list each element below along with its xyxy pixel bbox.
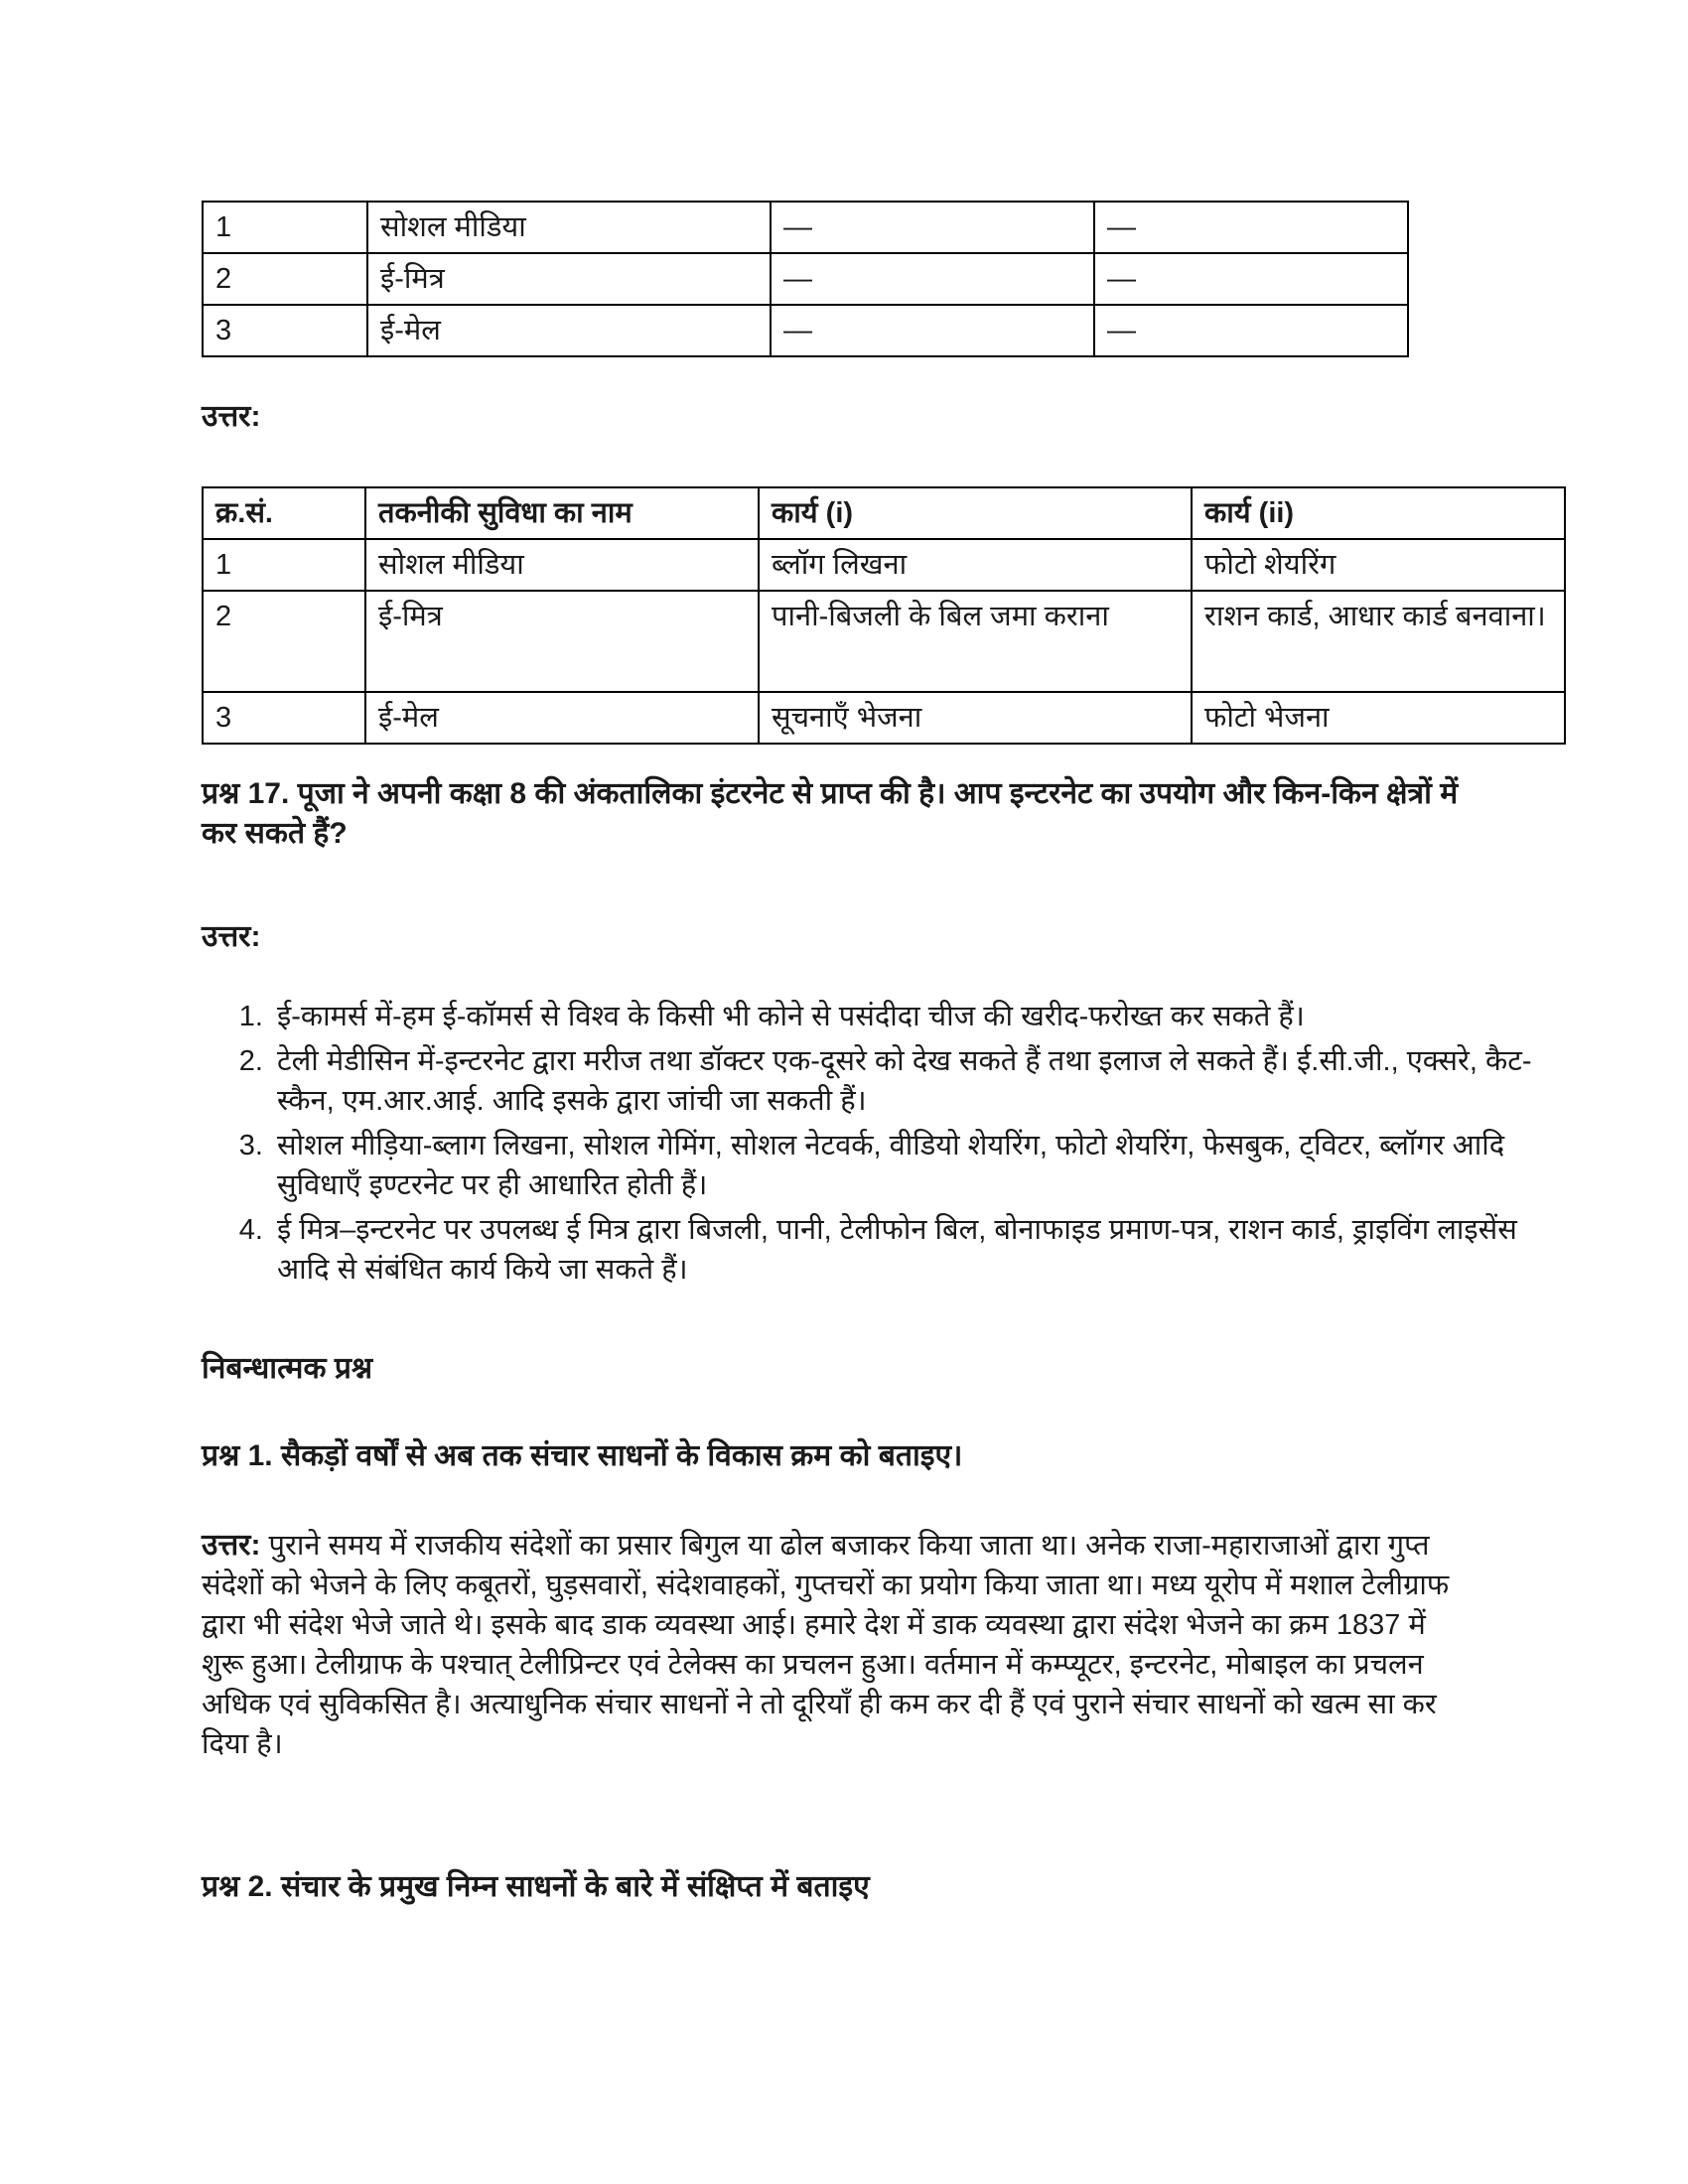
cell-work-ii: — xyxy=(1094,202,1408,253)
cell-sno: 2 xyxy=(203,253,367,305)
answer-1-paragraph xyxy=(202,1526,1468,1764)
cell-work-ii: — xyxy=(1094,305,1408,356)
table-row xyxy=(203,692,1565,744)
cell-work-i: — xyxy=(771,202,1094,253)
cell-work-ii: फोटो शेयरिंग xyxy=(1192,539,1565,591)
cell-facility-name: ई-मेल xyxy=(367,305,771,356)
cell-sno: 1 xyxy=(203,539,365,591)
answer-heading-2: उत्तर: xyxy=(202,920,261,953)
header-work-i: कार्य (i) xyxy=(759,487,1192,539)
table-row xyxy=(203,305,1408,356)
cell-work-ii: राशन कार्ड, आधार कार्ड बनवाना। xyxy=(1192,591,1565,692)
table-header-row xyxy=(203,487,1565,539)
header-sno: क्र.सं. xyxy=(203,487,365,539)
list-item: 1. ई-कामर्स में-हम ई-कॉमर्स से विश्व के किसी भी कोने से पसंदीदा चीज की खरीद-फरोख्त कर सकते हैं। xyxy=(271,997,1532,1036)
cell-work-i: — xyxy=(771,253,1094,305)
cell-facility-name: सोशल मीडिया xyxy=(365,539,759,591)
cell-sno: 2 xyxy=(203,591,365,692)
cell-work-i: ब्लॉग लिखना xyxy=(759,539,1192,591)
cell-sno: 3 xyxy=(203,692,365,744)
cell-work-i: — xyxy=(771,305,1094,356)
question-table xyxy=(202,201,1409,357)
table-row xyxy=(203,591,1565,692)
question-2: प्रश्न 2. संचार के प्रमुख निम्न साधनों के बारे में संक्षिप्त में बताइए xyxy=(202,1870,870,1903)
table-row xyxy=(203,202,1408,253)
cell-sno: 3 xyxy=(203,305,367,356)
cell-facility-name: ई-मेल xyxy=(365,692,759,744)
essay-section-heading: निबन्धात्मक प्रश्न xyxy=(202,1352,373,1385)
cell-facility-name: ई-मित्र xyxy=(365,591,759,692)
table-row xyxy=(203,539,1565,591)
header-facility-name: तकनीकी सुविधा का नाम xyxy=(365,487,759,539)
cell-work-ii: — xyxy=(1094,253,1408,305)
question-1: प्रश्न 1. सैकड़ों वर्षों से अब तक संचार साधनों के विकास क्रम को बताइए। xyxy=(202,1439,963,1472)
list-item: 2. टेली मेडीसिन में-इन्टरनेट द्वारा मरीज तथा डॉक्टर एक-दूसरे को देख सकते हैं तथा इलाज ले सकते हैं। ई.सी.जी., एक्सरे, कैट-स्कैन, एम.आर.आई. आदि इसके द्वारा जांची जा सकती हैं। xyxy=(271,1041,1532,1121)
answer-heading-1: उत्तर: xyxy=(202,400,261,433)
answer-17-list xyxy=(202,997,1532,1290)
answer-table xyxy=(202,486,1566,745)
question-17: प्रश्न 17. पूजा ने अपनी कक्षा 8 की अंकतालिका इंटरनेट से प्राप्त की है। आप इन्टरनेट का उपयोग और किन-किन क्षेत्रों में कर सकते हैं? xyxy=(202,777,1459,850)
cell-work-i: पानी-बिजली के बिल जमा कराना xyxy=(759,591,1192,692)
header-work-ii: कार्य (ii) xyxy=(1192,487,1565,539)
cell-work-i: सूचनाएँ भेजना xyxy=(759,692,1192,744)
table-row xyxy=(203,253,1408,305)
answer-1-text: पुराने समय में राजकीय संदेशों का प्रसार बिगुल या ढोल बजाकर किया जाता था। अनेक राजा-महाराजाओं द्वारा गुप्त संदेशों को भेजने के लिए कबूतरों, घुड़सवारों, संदेशवाहकों, गुप्तचरों का प्रयोग किया जाता था। मध्य यूरोप में मशाल टेलीग्राफ द्वारा भी संदेश भेजे जाते थे। इसके बाद डाक व्यवस्था आई। हमारे देश में डाक व्यवस्था द्वारा संदेश भेजने का क्रम 1837 में शुरू हुआ। टेलीग्राफ के पश्चात् टेलीप्रिन्टर एवं टेलेक्स का प्रचलन हुआ। वर्तमान में कम्प्यूटर, इन्टरनेट, मोबाइल का प्रचलन अधिक एवं सुविकसित है। अत्याधुनिक संचार साधनों ने तो दूरियाँ ही कम कर दी हैं एवं पुराने संचार साधनों को खत्म सा कर दिया है। xyxy=(202,1530,1450,1760)
list-item: 3. सोशल मीड़िया-ब्लाग लिखना, सोशल गेमिंग, सोशल नेटवर्क, वीडियो शेयरिंग, फोटो शेयरिंग, फेसबुक, ट्विटर, ब्लॉगर आदि सुविधाएँ इण्टरनेट पर ही आधारित होती हैं। xyxy=(271,1126,1532,1205)
cell-facility-name: सोशल मीडिया xyxy=(367,202,771,253)
cell-work-ii: फोटो भेजना xyxy=(1192,692,1565,744)
cell-sno: 1 xyxy=(203,202,367,253)
cell-facility-name: ई-मित्र xyxy=(367,253,771,305)
answer-1-label: उत्तर: xyxy=(202,1529,261,1562)
list-item: 4. ई मित्र–इन्टरनेट पर उपलब्ध ई मित्र द्वारा बिजली, पानी, टेलीफोन बिल, बोनाफाइड प्रमाण-पत्र, राशन कार्ड, ड्राइविंग लाइसेंस आदि से संबंधित कार्य किये जा सकते हैं। xyxy=(271,1210,1532,1290)
